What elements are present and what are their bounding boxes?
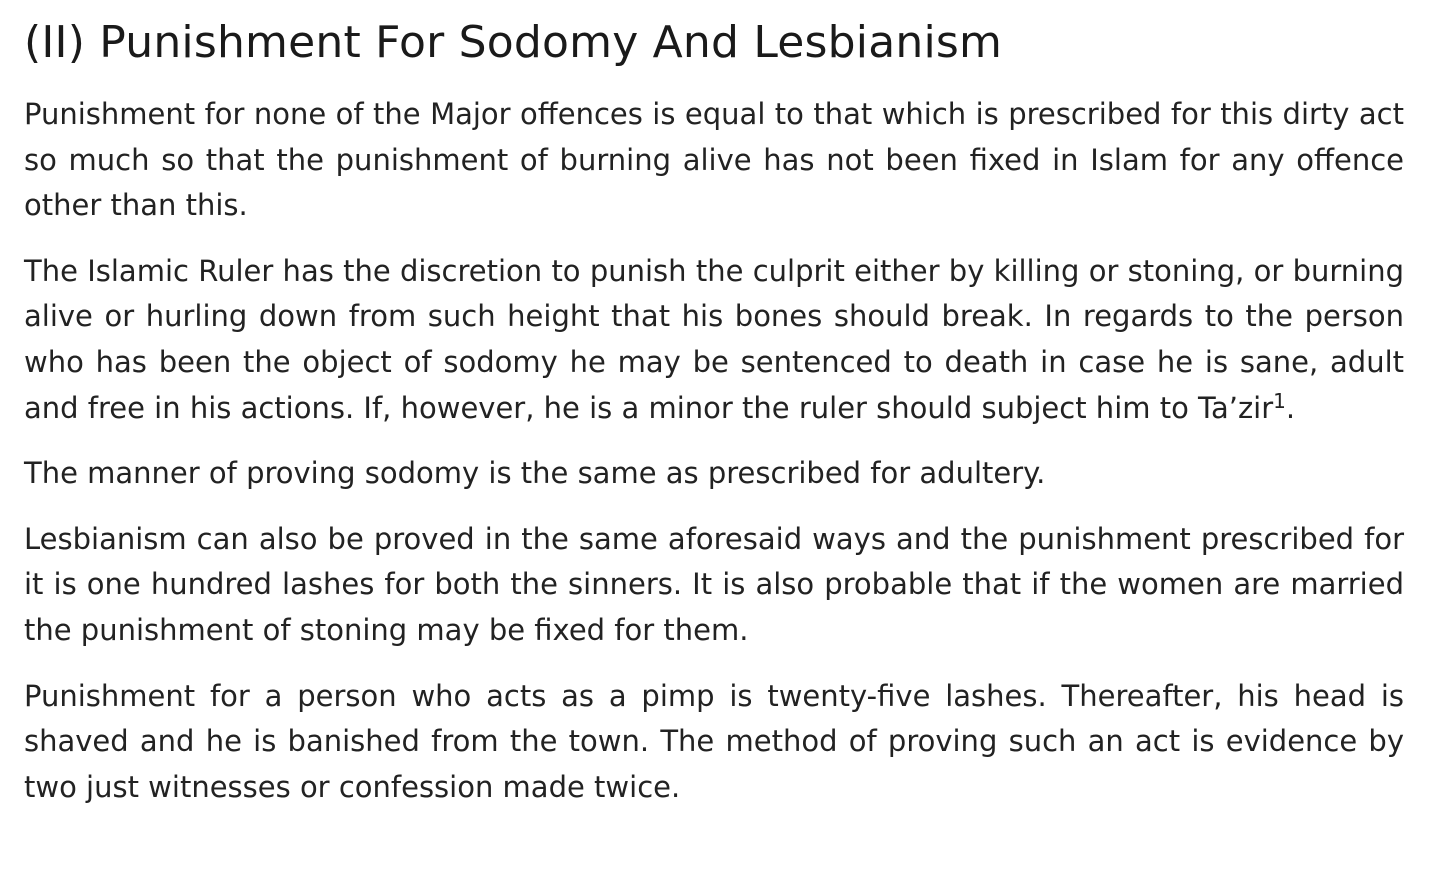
- paragraph-4: Lesbianism can also be proved in the same aforesaid ways and the punishment prescribed for it is one hundred lashes for both the sinners. It is also probable that if the women are married the punishment of stoning may be fixed for them.: [24, 521, 1404, 647]
- paragraph-5: Punishment for a person who acts as a pimp is twenty-five lashes. Thereafter, his head is shaved and he is banished from the town. The method of proving such an act is evidence by two just witnesses or confession made twice.: [24, 678, 1404, 804]
- section-heading: (II) Punishment For Sodomy And Lesbianism: [24, 17, 1003, 68]
- article-content: [24, 0, 1404, 810]
- paragraph-2: [24, 249, 1404, 431]
- footnote-link[interactable]: 1: [1273, 388, 1286, 413]
- paragraph-2-end: .: [1285, 390, 1296, 425]
- paragraph-2-text: The Islamic Ruler has the discretion to punish the culprit either by killing or stoning, or burning alive or hurling down from such height that his bones should break. In regards to the person who has been the object of sodomy he may be sentenced to death in case he is sane, adult and free in his actions. If, however, he is a minor the ruler should subject him to Ta’zir: [24, 253, 1404, 425]
- paragraph-3: The manner of proving sodomy is the same as prescribed for adultery.: [24, 456, 1046, 491]
- paragraph-1: Punishment for none of the Major offences is equal to that which is prescribed for this dirty act so much so that the punishment of burning alive has not been fixed in Islam for any offence other than this.: [24, 97, 1404, 223]
